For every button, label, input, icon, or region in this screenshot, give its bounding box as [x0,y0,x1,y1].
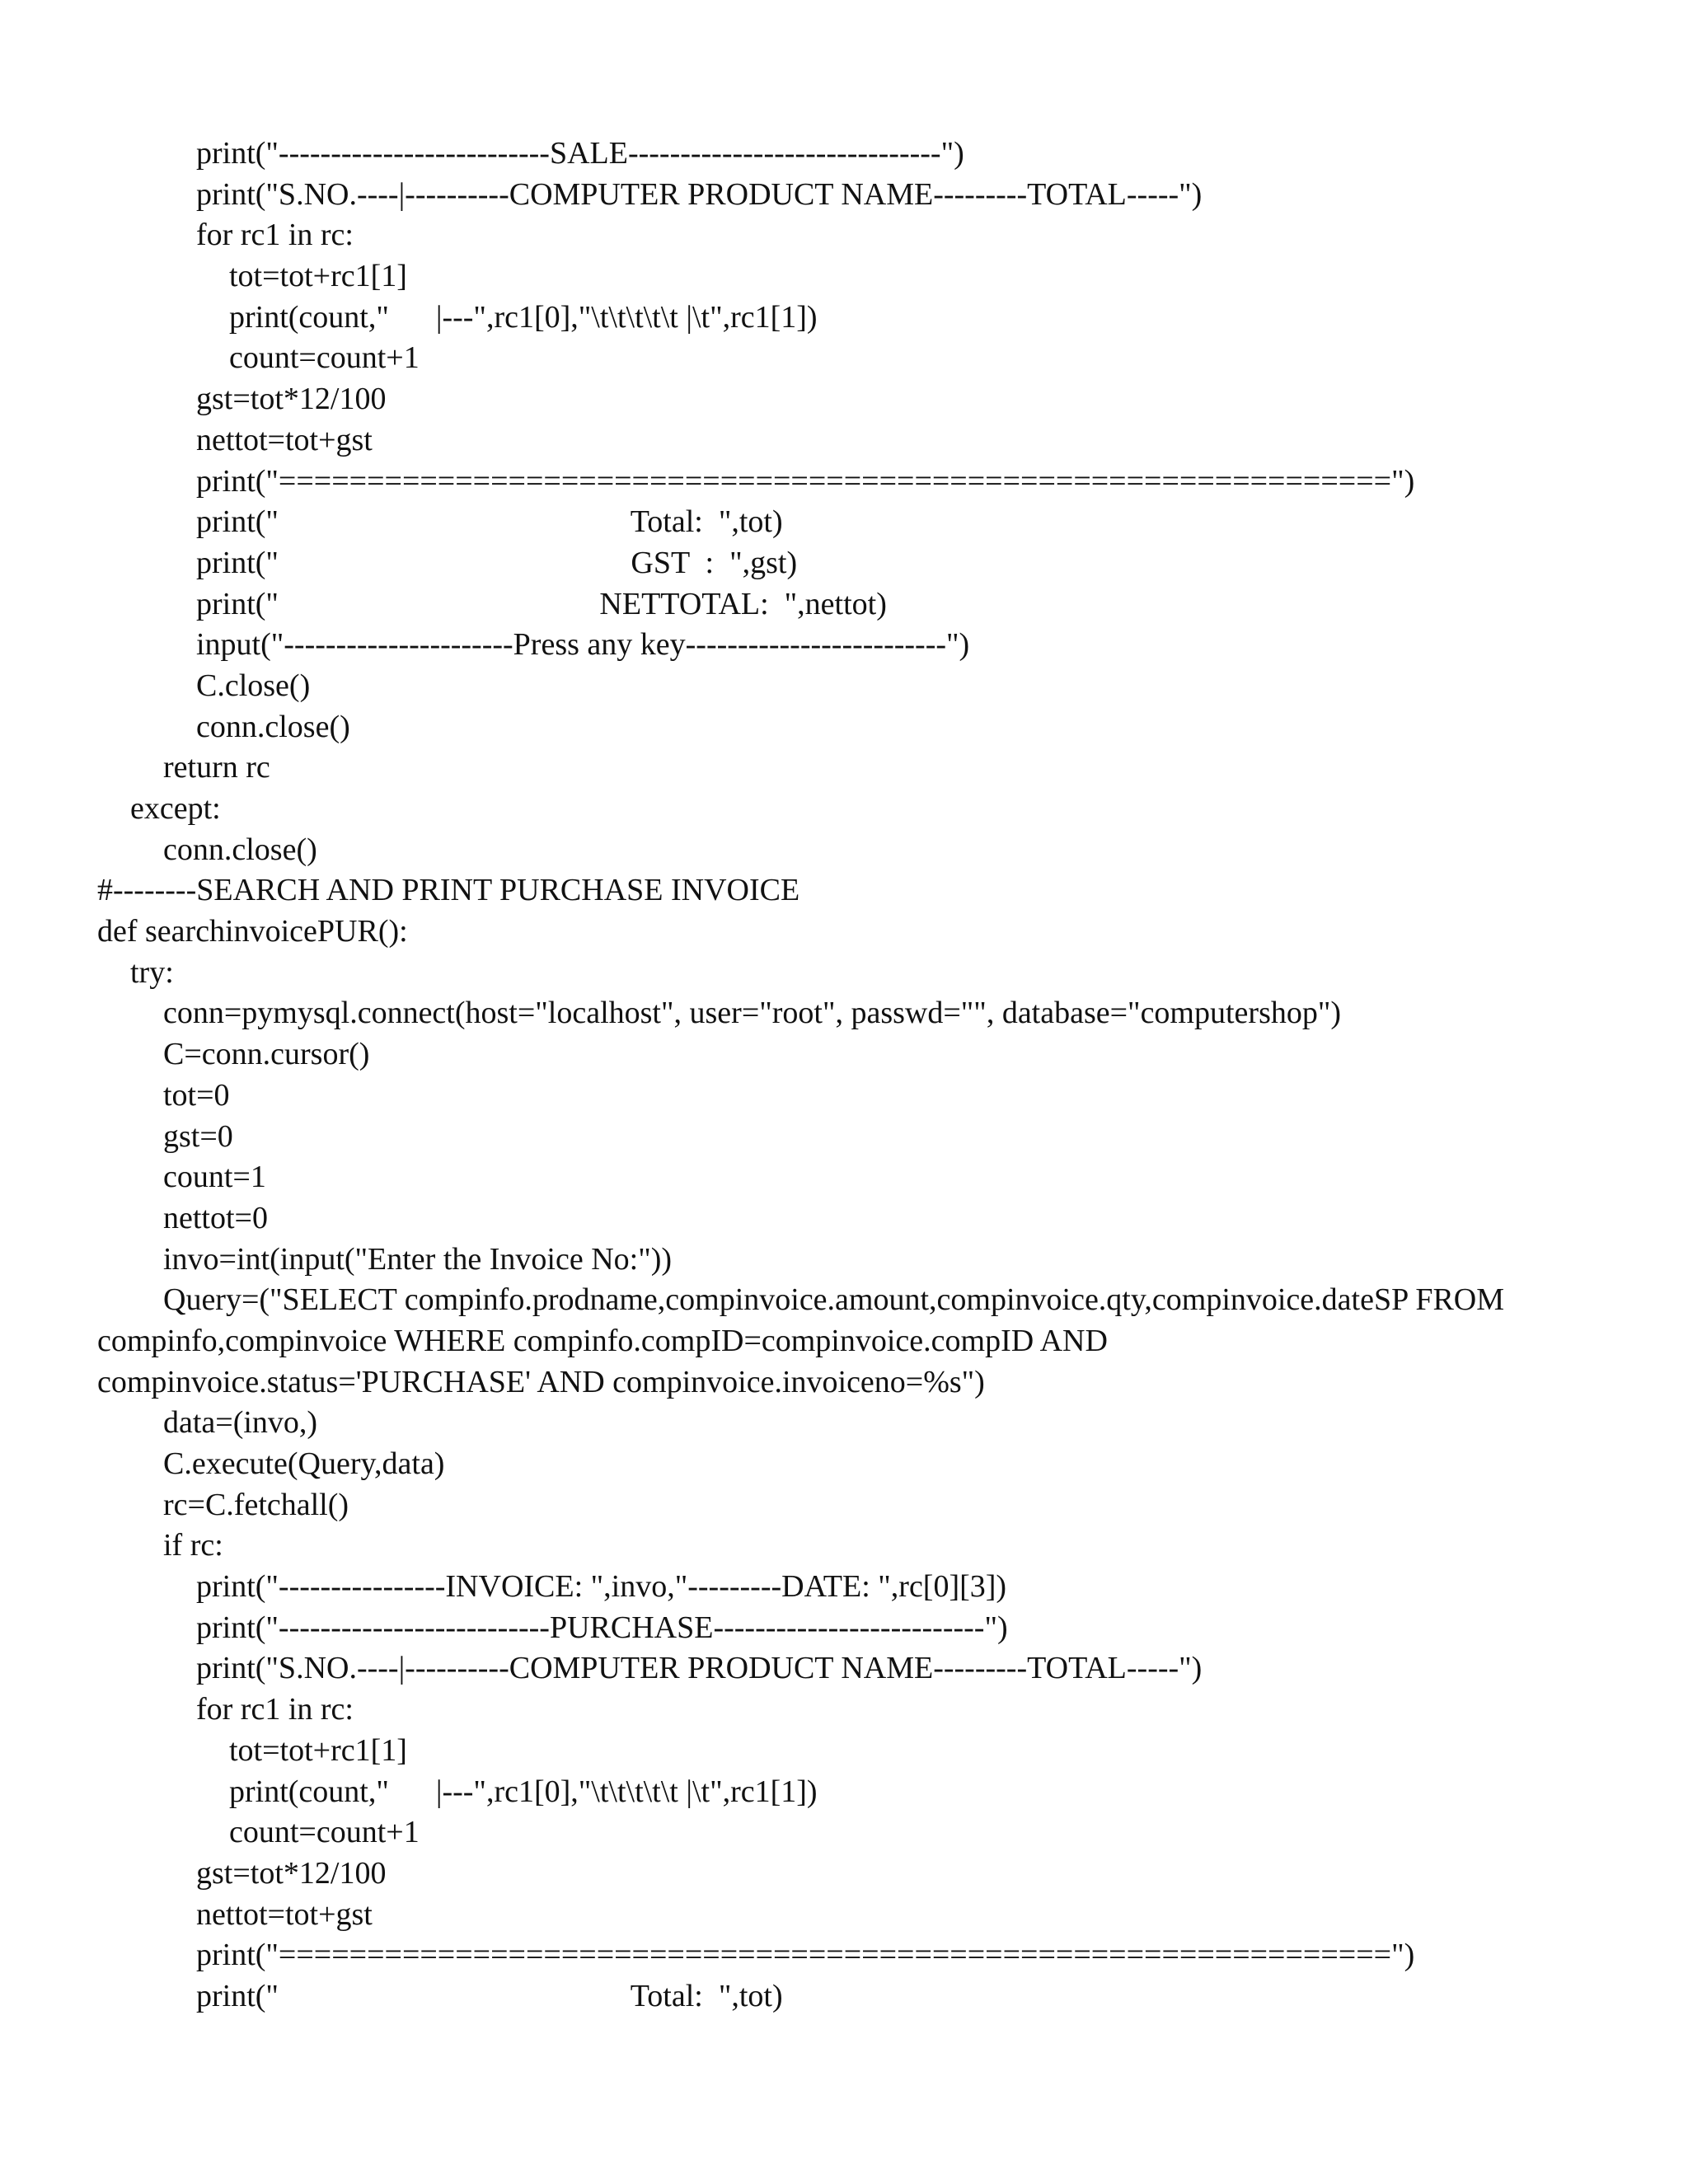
code-line: print(count," |---",rc1[0],"\t\t\t\t\t |\t",rc1[1]) [229,299,818,335]
code-line: print("--------------------------SALE------------------------------") [196,136,964,171]
code-line: C=conn.cursor() [163,1037,370,1072]
code-listing [97,134,1647,2018]
code-line: print(" NETTOTAL: ",nettot) [196,586,887,621]
code-line: for rc1 in rc: [196,218,354,253]
code-line: print("===============================================================") [196,463,1415,499]
code-line: Query=("SELECT compinfo.prodname,compinvoice.amount,compinvoice.qty,compinvoice.dateSP FROM [163,1282,1505,1318]
code-line: invo=int(input("Enter the Invoice No:")) [163,1241,673,1277]
code-line: nettot=0 [163,1200,268,1235]
code-line: conn.close() [163,832,317,867]
code-line: compinfo,compinvoice WHERE compinfo.compID=compinvoice.compID AND [97,1323,1108,1358]
code-line: gst=tot*12/100 [196,1855,387,1891]
code-line: print(" GST : ",gst) [196,545,798,580]
code-line: gst=tot*12/100 [196,382,387,417]
code-line: conn=pymysql.connect(host="localhost", user="root", passwd="", database="computershop") [163,996,1342,1031]
code-line: count=count+1 [229,1815,420,1850]
code-line: def searchinvoicePUR(): [97,914,408,949]
code-line: print(count," |---",rc1[0],"\t\t\t\t\t |\t",rc1[1]) [229,1774,818,1809]
code-line: tot=0 [163,1077,230,1113]
code-line: compinvoice.status='PURCHASE' AND compinvoice.invoiceno=%s") [97,1364,985,1399]
code-line: nettot=tot+gst [196,422,373,457]
code-line: print("S.NO.----|----------COMPUTER PRODUCT NAME---------TOTAL-----") [196,176,1203,212]
code-line: try: [130,954,174,990]
code-line: if rc: [163,1528,223,1563]
code-line: print("===============================================================") [196,1938,1415,1973]
code-line: #--------SEARCH AND PRINT PURCHASE INVOICE [97,873,800,908]
code-line: print(" Total: ",tot) [196,1978,783,2013]
code-line: rc=C.fetchall() [163,1487,349,1522]
code-line: tot=tot+rc1[1] [229,259,407,294]
code-line: count=count+1 [229,340,420,376]
code-line: gst=0 [163,1118,233,1154]
code-line: count=1 [163,1160,266,1195]
code-line: print(" Total: ",tot) [196,504,783,540]
code-line: C.execute(Query,data) [163,1446,445,1481]
code-line: except: [130,791,221,826]
code-line: print("----------------INVOICE: ",invo,"---------DATE: ",rc[0][3]) [196,1569,1007,1605]
code-line: C.close() [196,668,311,703]
code-line: print("--------------------------PURCHASE--------------------------") [196,1610,1008,1645]
code-line: input("----------------------Press any key-------------------------") [196,627,970,663]
code-line: return rc [163,750,270,785]
code-line: conn.close() [196,709,350,744]
code-line: data=(invo,) [163,1405,318,1441]
code-line: tot=tot+rc1[1] [229,1732,407,1768]
code-line: for rc1 in rc: [196,1692,354,1727]
code-line: nettot=tot+gst [196,1896,373,1932]
code-line: print("S.NO.----|----------COMPUTER PRODUCT NAME---------TOTAL-----") [196,1651,1203,1686]
